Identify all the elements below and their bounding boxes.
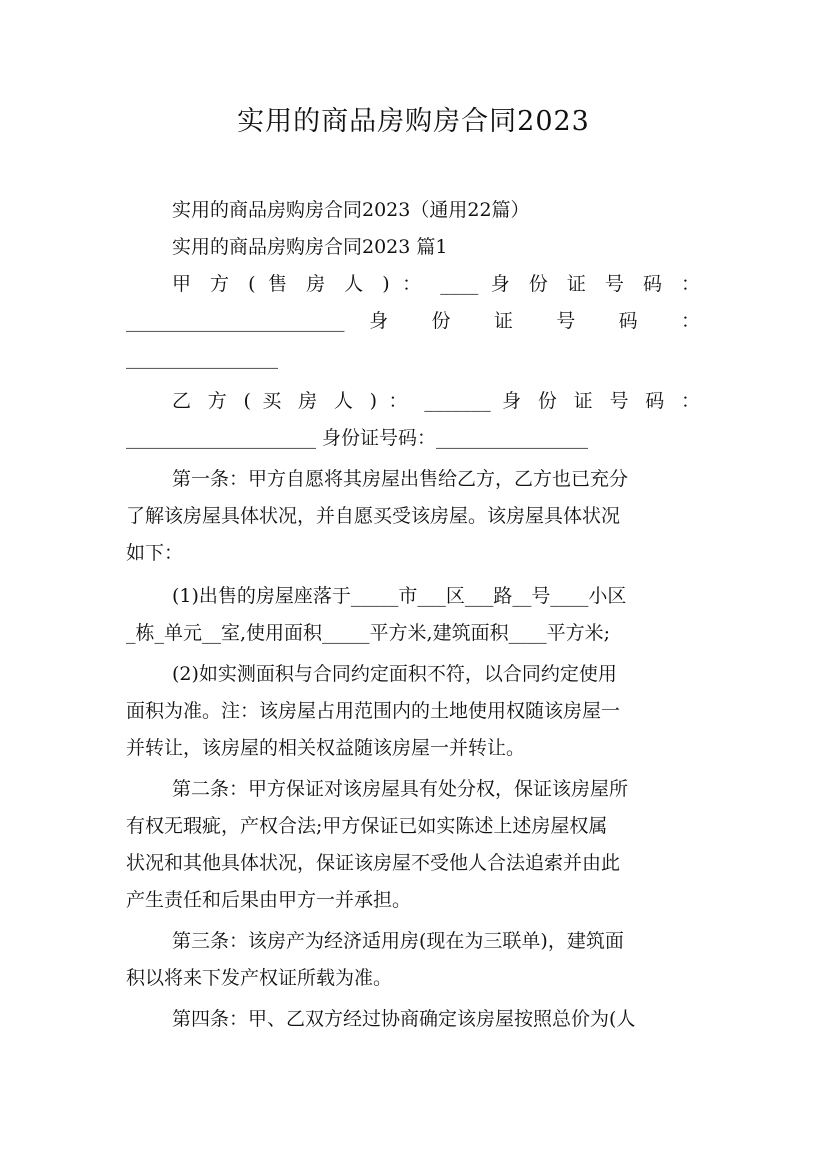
subtitle-line: 实用的商品房购房合同2023（通用22篇） — [172, 199, 530, 221]
article-3-line-1: 第三条：该房产为经济适用房(现在为三联单)，建筑面 — [172, 930, 624, 952]
article-4-line-1: 第四条：甲、乙双方经过协商确定该房屋按照总价为(人 — [172, 1008, 636, 1030]
article-1-line-1: 第一条：甲方自愿将其房屋出售给乙方，乙方也已充分 — [172, 468, 629, 490]
party-a-line: 甲 方 ( 售 房 人 ) ： ____ 身 份 证 号 码 ： — [172, 273, 700, 295]
party-b-id-line: ____________________ 身份证号码：________________ — [126, 427, 589, 449]
party-a-id-line: _______________________ 身 份 证 号 码 ： — [126, 310, 700, 332]
article-2-line-4: 产生责任和后果由甲方一并承担。 — [126, 889, 412, 911]
article-2-line-2: 有权无瑕疵，产权合法;甲方保证已如实陈述上述房屋权属 — [126, 815, 608, 837]
article-1-line-3: 如下： — [126, 542, 184, 564]
clause-2-line-2: 面积为准。注：该房屋占用范围内的土地使用权随该房屋一 — [126, 700, 621, 722]
party-a-id-blank: ________________ — [126, 347, 278, 369]
clause-1-line-2: _栋_单元__室,使用面积_____平方米,建筑面积____平方米; — [126, 622, 610, 644]
article-2-line-3: 状况和其他具体状况，保证该房屋不受他人合法追索并由此 — [126, 852, 621, 874]
article-2-line-1: 第二条：甲方保证对该房屋具有处分权，保证该房屋所 — [172, 778, 629, 800]
party-b-line: 乙 方 ( 买 房 人 ) ： _______ 身 份 证 号 码 ： — [172, 390, 700, 412]
clause-2-line-1: (2)如实测面积与合同约定面积不符，以合同约定使用 — [172, 663, 617, 685]
clause-1-line-1: (1)出售的房屋座落于_____市___区___路__号____小区 — [172, 585, 627, 607]
document-body — [126, 192, 700, 1038]
document-title: 实用的商品房购房合同2023 — [237, 106, 590, 137]
article-1-line-2: 了解该房屋具体状况，并自愿买受该房屋。该房屋具体状况 — [126, 505, 621, 527]
section-heading: 实用的商品房购房合同2023 篇1 — [172, 236, 448, 258]
clause-2-line-3: 并转让，该房屋的相关权益随该房屋一并转让。 — [126, 737, 526, 759]
article-3-line-2: 积以将来下发产权证所载为准。 — [126, 967, 393, 989]
